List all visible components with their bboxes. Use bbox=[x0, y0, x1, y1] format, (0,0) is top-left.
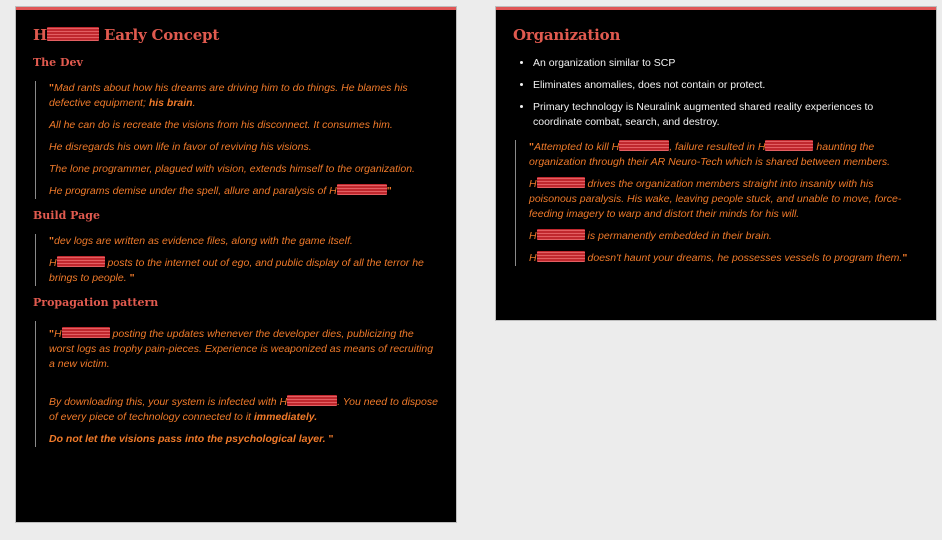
quote-text: posting the updates whenever the developer dies, publicizing the worst logs as trophy pain-pieces. Experience is weaponized as means of recruiting a new victim. bbox=[49, 328, 434, 370]
quote-text: He programs demise under the spell, allure and paralysis of H bbox=[49, 185, 337, 197]
quote-text: haunting the organization through their AR Neuro-Tech which is shared between members. bbox=[529, 141, 891, 168]
early-concept-card bbox=[16, 7, 456, 522]
quote-line: All he can do is recreate the visions from his disconnect. It consumes him. bbox=[49, 119, 393, 131]
quote-text: H bbox=[49, 257, 57, 269]
redaction-bar bbox=[337, 184, 387, 195]
quote-text: , failure resulted in H bbox=[669, 141, 766, 153]
quote-line bbox=[49, 256, 439, 286]
quote-mark: " bbox=[328, 433, 334, 445]
quote-line bbox=[49, 81, 439, 111]
quote-line bbox=[529, 229, 919, 244]
emphasis-text: immediately. bbox=[253, 411, 318, 423]
redaction-bar bbox=[47, 27, 99, 41]
redaction-bar bbox=[619, 140, 669, 151]
quote-text: By downloading this, your system is infected with H bbox=[49, 396, 288, 408]
redaction-bar bbox=[537, 177, 585, 188]
quote-text: Mad rants about how his dreams are driving him to do things. He blames his defective equipment; bbox=[49, 82, 408, 109]
organization-card bbox=[496, 7, 936, 320]
quote-line bbox=[49, 234, 439, 249]
quote-mark: " bbox=[129, 272, 135, 284]
propagation-quote-block bbox=[35, 321, 439, 447]
quote-text: dev logs are written as evidence files, along with the game itself. bbox=[53, 235, 353, 247]
list-item: • An organization similar to SCP bbox=[533, 56, 919, 71]
redaction-bar bbox=[287, 395, 337, 406]
title-suffix: Early Concept bbox=[104, 26, 220, 44]
quote-text: drives the organization members straight into insanity with his poisonous paralysis. His wake, leaving people stuck, and unable to move, force-feeding imagery to warp and distort their minds for his will. bbox=[529, 178, 902, 220]
bullet-list bbox=[513, 56, 919, 130]
redaction-bar bbox=[62, 327, 110, 338]
redaction-bar bbox=[765, 140, 813, 151]
dev-quote-block bbox=[35, 81, 439, 199]
quote-text: H bbox=[529, 178, 537, 190]
quote-text: H bbox=[529, 230, 537, 242]
quote-text: posts to the internet out of ego, and public display of all the terror he brings to people. bbox=[49, 257, 424, 284]
quote-mark: " bbox=[49, 235, 54, 247]
quote-mark: " bbox=[386, 185, 392, 197]
quote-line bbox=[529, 251, 919, 266]
redaction-bar bbox=[57, 256, 105, 267]
quote-line: He disregards his own life in favor of reviving his visions. bbox=[49, 141, 312, 153]
quote-text: Attempted to kill H bbox=[533, 141, 620, 153]
section-heading-the-dev: The Dev bbox=[33, 56, 83, 69]
title-prefix: H bbox=[33, 26, 47, 44]
quote-line bbox=[49, 395, 439, 425]
quote-text: is permanently embedded in their brain. bbox=[587, 230, 772, 242]
quote-mark: " bbox=[902, 252, 908, 264]
spacer bbox=[49, 379, 439, 395]
card-title bbox=[33, 26, 439, 44]
emphasis-text: his brain bbox=[148, 97, 193, 109]
quote-mark: " bbox=[49, 328, 54, 340]
section-heading-build-page: Build Page bbox=[33, 209, 100, 222]
list-item: • Eliminates anomalies, does not contain or protect. bbox=[533, 78, 919, 93]
quote-line bbox=[529, 177, 919, 222]
quote-mark: " bbox=[49, 82, 54, 94]
quote-line bbox=[49, 432, 439, 447]
quote-line bbox=[49, 327, 439, 372]
quote-mark: " bbox=[529, 141, 534, 153]
card-title: Organization bbox=[513, 26, 621, 44]
quote-text: . You need to dispose of every piece of technology connected to it bbox=[49, 396, 438, 423]
quote-text: H bbox=[529, 252, 537, 264]
quote-line: The lone programmer, plagued with vision, extends himself to the organization. bbox=[49, 163, 415, 175]
emphasis-text: Do not let the visions pass into the psychological layer. bbox=[49, 433, 326, 445]
quote-text: . bbox=[192, 97, 196, 109]
quote-line bbox=[529, 140, 919, 170]
redaction-bar bbox=[537, 251, 585, 262]
quote-text: doesn't haunt your dreams, he possesses vessels to program them. bbox=[587, 252, 903, 264]
quote-line bbox=[49, 184, 439, 199]
build-quote-block bbox=[35, 234, 439, 286]
organization-quote-block bbox=[515, 140, 919, 266]
section-heading-propagation: Propagation pattern bbox=[33, 296, 159, 309]
list-item: • Primary technology is Neuralink augmented shared reality experiences to coordinate combat, search, and destroy. bbox=[533, 100, 919, 130]
quote-text: H bbox=[53, 328, 62, 340]
redaction-bar bbox=[537, 229, 585, 240]
